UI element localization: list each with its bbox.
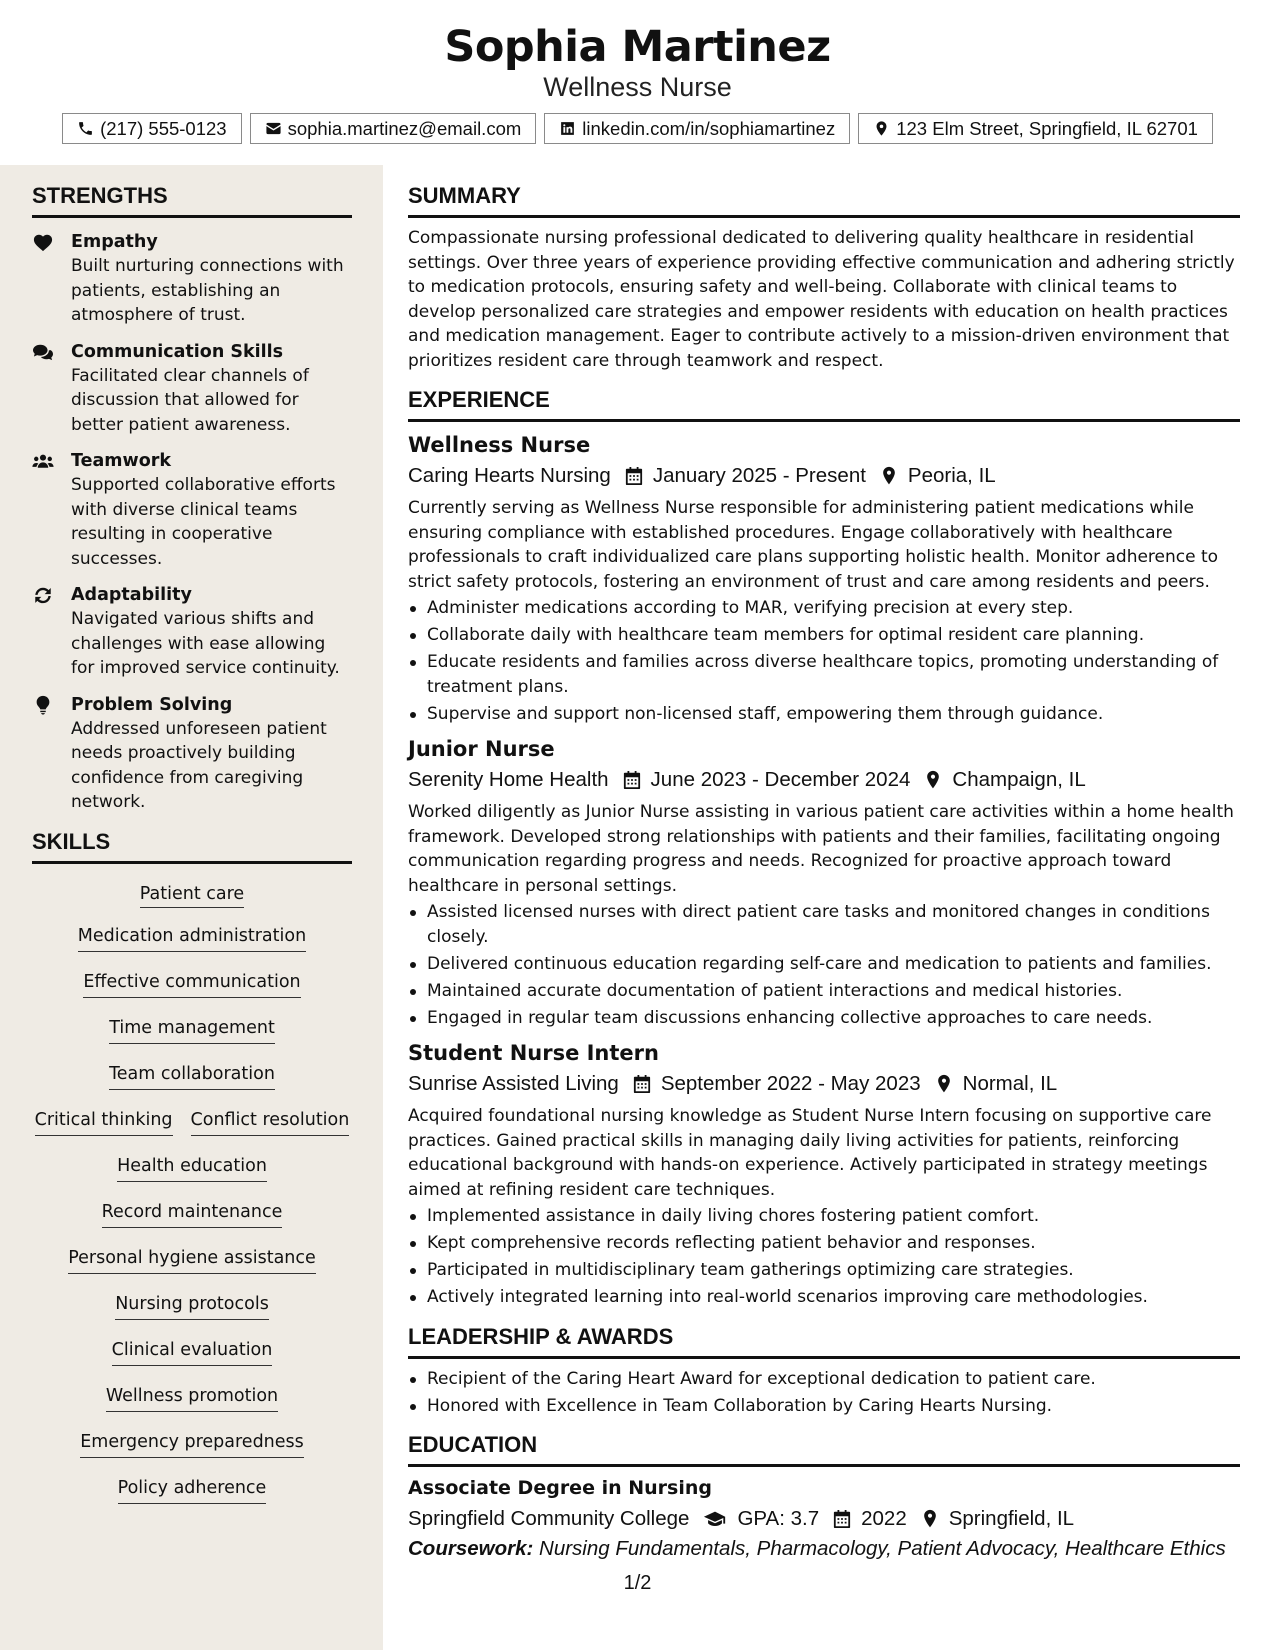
strength-title: Problem Solving — [71, 694, 233, 715]
map-pin-icon — [935, 1074, 953, 1094]
strength-title: Adaptability — [71, 585, 192, 605]
strength-item — [32, 693, 352, 815]
skill-tag: Clinical evaluation — [112, 1332, 273, 1366]
coursework-label: Coursework: — [408, 1537, 534, 1560]
skill-tag: Effective communication — [83, 964, 300, 998]
strength-item — [32, 583, 352, 681]
job-company: Caring Hearts Nursing — [408, 464, 611, 487]
job-title: Junior Nurse — [408, 737, 555, 761]
job-meta — [408, 1068, 1240, 1100]
summary-section — [408, 183, 1240, 373]
skill-tag: Emergency preparedness — [80, 1424, 304, 1458]
skill-tag: Wellness promotion — [106, 1378, 278, 1412]
list-item: Collaborate daily with healthcare team members for optimal resident care planning. — [408, 623, 1240, 648]
job-dates: September 2022 - May 2023 — [660, 1072, 921, 1095]
job-description: Currently serving as Wellness Nurse responsible for administering patient medications while ensuring compliance with established procedures. Engage collaboratively with healthcare professionals to craft individualized care plans supporting holistic health. Monitor adherence to strict safety protocols, fostering an environment of trust and care among residents and peers. — [408, 498, 1219, 592]
contact-email-text: sophia.martinez@email.com — [287, 117, 522, 139]
skill-tag: Critical thinking — [35, 1102, 173, 1136]
map-pin-icon — [873, 120, 890, 137]
job-title: Wellness Nurse — [408, 433, 591, 457]
contact-bar — [0, 113, 1275, 144]
users-icon — [32, 451, 54, 471]
job-location: Peoria, IL — [907, 464, 996, 487]
map-pin-icon — [921, 1509, 939, 1529]
skill-tag: Conflict resolution — [191, 1102, 350, 1136]
list-item: Supervise and support non-licensed staff, empowering them through guidance. — [408, 702, 1240, 727]
summary-heading: SUMMARY — [408, 183, 1240, 218]
job-title: Student Nurse Intern — [408, 1041, 659, 1065]
lightbulb-icon — [32, 695, 54, 715]
envelope-icon — [265, 120, 282, 137]
list-item: Educate residents and families across diverse healthcare topics, promoting understanding of treatment plans. — [408, 650, 1240, 699]
job-company: Sunrise Assisted Living — [408, 1072, 619, 1095]
contact-email[interactable] — [250, 113, 537, 144]
experience-heading: EXPERIENCE — [408, 387, 1240, 422]
job-entry — [408, 734, 1240, 1030]
strengths-list — [32, 230, 352, 815]
awards-heading: LEADERSHIP & AWARDS — [408, 1324, 1240, 1359]
coursework-list: Nursing Fundamentals, Pharmacology, Patient Advocacy, Healthcare Ethics — [533, 1537, 1226, 1560]
candidate-role: Wellness Nurse — [543, 72, 732, 102]
list-item: Kept comprehensive records reflecting patient behavior and responses. — [408, 1231, 1240, 1256]
strength-title: Communication Skills — [71, 341, 284, 362]
heart-icon — [32, 232, 54, 252]
job-description: Worked diligently as Junior Nurse assisting in various patient care activities within a home health framework. Developed strong relationships with patients and their families, facilitating ongoing communication regarding progress and needs. Recognized for proactive approach toward healthcare in personal settings. — [408, 802, 1234, 896]
summary-text: Compassionate nursing professional dedicated to delivering quality healthcare in residential settings. Over three years of experience providing effective communication and adhering strictly to medication protocols, ensuring safety and well-being. Collaborate with clinical teams to develop personalized care strategies and empower residents with education on health practices and medication management. Eager to contribute actively to a mission-driven environment that prioritizes resident care through teamwork and respect. — [408, 228, 1235, 371]
contact-address-text: 123 Elm Street, Springfield, IL 62701 — [896, 117, 1198, 139]
job-bullets — [408, 596, 1240, 726]
calendar-icon — [623, 770, 641, 790]
main-content — [408, 183, 1240, 1577]
awards-section — [408, 1324, 1240, 1419]
strength-title: Empathy — [71, 232, 158, 252]
map-pin-icon — [924, 770, 942, 790]
list-item: Participated in multidisciplinary team gatherings optimizing care strategies. — [408, 1258, 1240, 1283]
job-meta — [408, 764, 1240, 796]
list-item: Assisted licensed nurses with direct patient care tasks and monitored changes in conditions closely. — [408, 900, 1240, 949]
job-location: Normal, IL — [962, 1072, 1058, 1095]
job-description: Acquired foundational nursing knowledge as Student Nurse Intern focusing on supportive care practices. Gained practical skills in managing daily living activities for patients, reinforcing educational background with hands-on experience. Actively participated in strategy meetings aimed at refining resident care techniques. — [408, 1106, 1212, 1200]
skill-tag: Time management — [109, 1010, 275, 1044]
job-company: Serenity Home Health — [408, 768, 609, 791]
skill-tag: Health education — [117, 1148, 267, 1182]
list-item: Honored with Excellence in Team Collaboration by Caring Hearts Nursing. — [408, 1394, 1240, 1419]
candidate-name: Sophia Martinez — [444, 22, 831, 72]
skill-tag: Personal hygiene assistance — [68, 1240, 316, 1274]
list-item: Recipient of the Caring Heart Award for exceptional dedication to patient care. — [408, 1367, 1240, 1392]
school-name: Springfield Community College — [408, 1507, 690, 1530]
contact-phone-text: (217) 555-0123 — [100, 117, 227, 139]
resume-header — [0, 0, 1275, 150]
school-location: Springfield, IL — [948, 1507, 1075, 1530]
degree-title: Associate Degree in Nursing — [408, 1477, 712, 1499]
skill-tag: Policy adherence — [118, 1470, 267, 1504]
page-number: 1/2 — [623, 1572, 652, 1594]
strength-desc: Navigated various shifts and challenges with ease allowing for improved service continuity. — [71, 609, 340, 678]
awards-list — [408, 1367, 1240, 1419]
job-location: Champaign, IL — [952, 768, 1086, 791]
strengths-heading: STRENGTHS — [32, 183, 352, 218]
skill-tag: Record maintenance — [102, 1194, 283, 1228]
calendar-icon — [625, 466, 643, 486]
job-dates: June 2023 - December 2024 — [650, 768, 911, 791]
contact-phone[interactable] — [62, 113, 242, 144]
contact-linkedin-text: linkedin.com/in/sophiamartinez — [582, 117, 836, 139]
skill-text: Patient care — [140, 884, 244, 908]
experience-section — [408, 387, 1240, 1310]
graduation-cap-icon — [703, 1509, 727, 1529]
contact-address[interactable] — [858, 113, 1213, 144]
strength-item — [32, 230, 352, 328]
strength-desc: Built nurturing connections with patients, establishing an atmosphere of trust. — [71, 256, 344, 325]
graduation-year: 2022 — [861, 1507, 907, 1530]
job-bullets — [408, 1204, 1240, 1310]
list-item: Delivered continuous education regarding self-care and medication to patients and families. — [408, 952, 1240, 977]
linkedin-icon — [559, 120, 576, 137]
skill-tag: Team collaboration — [109, 1056, 275, 1090]
education-heading: EDUCATION — [408, 1432, 1240, 1467]
skill-tag — [32, 876, 352, 906]
skill-tag: Nursing protocols — [115, 1286, 269, 1320]
strength-item — [32, 449, 352, 571]
skills-heading: SKILLS — [32, 829, 352, 864]
job-entry — [408, 1038, 1240, 1310]
gpa: GPA: 3.7 — [737, 1507, 820, 1530]
list-item: Maintained accurate documentation of patient interactions and medical histories. — [408, 979, 1240, 1004]
coursework — [408, 1535, 1240, 1563]
list-item: Administer medications according to MAR, verifying precision at every step. — [408, 596, 1240, 621]
strength-title: Teamwork — [71, 451, 171, 471]
job-meta — [408, 460, 1240, 492]
list-item: Implemented assistance in daily living chores fostering patient comfort. — [408, 1204, 1240, 1229]
strength-desc: Supported collaborative efforts with diverse clinical teams resulting in cooperative successes. — [71, 475, 336, 569]
calendar-icon — [633, 1074, 651, 1094]
education-meta — [408, 1503, 1240, 1535]
job-dates: January 2025 - Present — [652, 464, 866, 487]
strength-desc: Addressed unforeseen patient needs proactively building confidence from caregiving network. — [71, 718, 327, 812]
contact-linkedin[interactable] — [544, 113, 850, 144]
skill-tag: Medication administration — [78, 918, 306, 952]
calendar-icon — [833, 1509, 851, 1529]
strength-desc: Facilitated clear channels of discussion that allowed for better patient awareness. — [71, 365, 309, 435]
list-item: Actively integrated learning into real-world scenarios improving care methodologies. — [408, 1285, 1240, 1310]
map-pin-icon — [880, 466, 898, 486]
list-item: Engaged in regular team discussions enhancing collective approaches to care needs. — [408, 1006, 1240, 1031]
phone-icon — [77, 120, 94, 137]
strength-item — [32, 340, 352, 438]
sync-icon — [32, 585, 54, 605]
job-bullets — [408, 900, 1240, 1030]
comments-icon — [32, 342, 54, 362]
skills-list — [32, 876, 352, 1516]
sidebar — [0, 165, 383, 1650]
education-section — [408, 1432, 1240, 1563]
job-entry — [408, 430, 1240, 726]
